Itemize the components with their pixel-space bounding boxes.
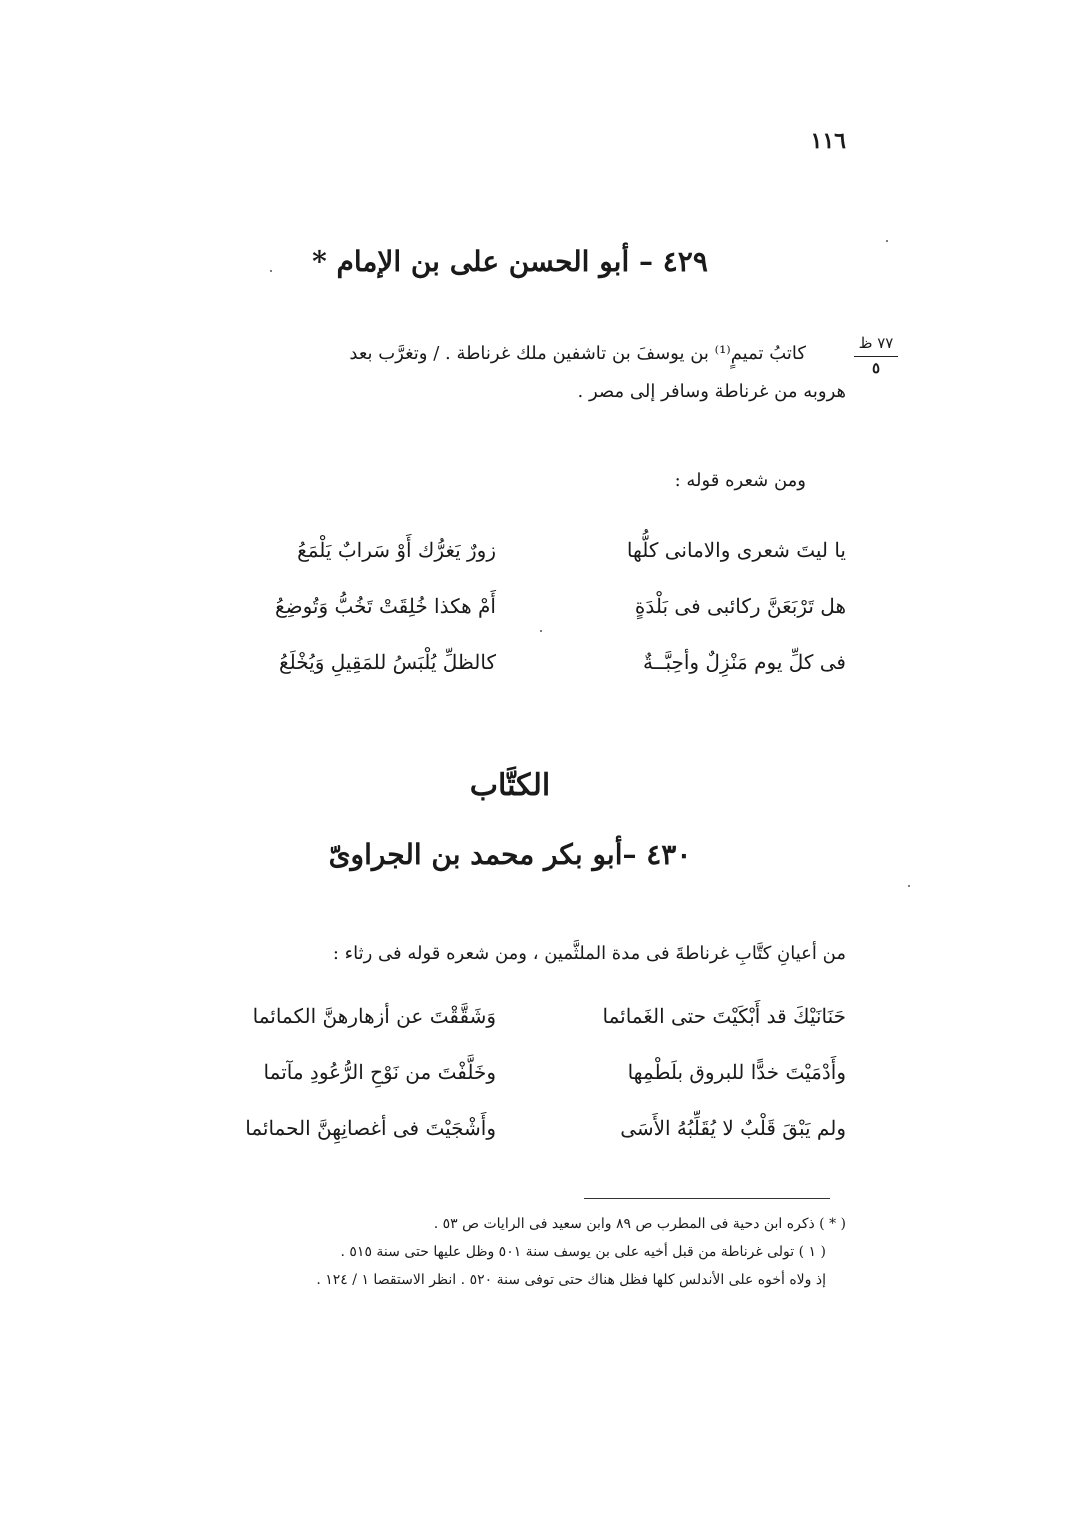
- footnote-divider: [584, 1198, 830, 1199]
- verse-line: [166, 522, 846, 578]
- scan-speck: [908, 885, 910, 887]
- entry-429-biography: [196, 335, 846, 411]
- verse-second-hemistich: وخَلَّفْتَ من نَوْحِ الرُّعُودِ مآتما: [263, 1060, 496, 1084]
- verse-line: [166, 988, 846, 1044]
- verse-first-hemistich: وأَدْمَيْتَ خدًّا للبروق بلَطْمِها: [627, 1060, 846, 1084]
- folio-reference: ٧٧ ظ: [854, 332, 898, 357]
- footnote-item: ( * ) ذكره ابن دحية فى المطرب ص ٨٩ وابن سعيد فى الرايات ص ٥٣ .: [433, 1216, 846, 1232]
- verse-second-hemistich: وأَشْجَيْتَ فى أغصانِهِنَّ الحمائما: [245, 1116, 496, 1140]
- biography-line-2: هروبه من غرناطة وسافر إلى مصر .: [577, 381, 846, 402]
- scan-speck: [270, 270, 272, 272]
- entry-429-title: ٤٢٩ – أبو الحسن على بن الإمام *: [312, 245, 708, 278]
- footnote-item: إذ ولاه أخوه على الأندلس كلها فظل هناك حتى توفى سنة ٥٢٠ . انظر الاستقصا ١ / ١٢٤ .: [316, 1272, 826, 1288]
- verse-first-hemistich: ولم يَبْقَ قَلْبٌ لا يُقَلِّبُهُ الأَسَى: [620, 1116, 846, 1140]
- margin-note: [854, 332, 898, 379]
- scan-speck: [540, 630, 542, 632]
- verse-second-hemistich: وَشَقَّقْتَ عن أزهارهنَّ الكمائما: [252, 1004, 496, 1028]
- entry-429-verse-intro: ومن شعره قوله :: [674, 470, 806, 491]
- page-number: ١١٦: [810, 128, 846, 154]
- verse-first-hemistich: يا ليتَ شعرى والامانى كلُّها: [626, 538, 846, 562]
- verse-second-hemistich: زورٌ يَغرُّك أَوْ سَرابٌ يَلْمَعُ: [297, 538, 496, 562]
- scan-speck: [886, 240, 888, 242]
- entry-430-biography: من أعيانِ كتَّابِ غرناطةَ فى مدة الملثَّمين ، ومن شعره قوله فى رثاء :: [332, 943, 846, 964]
- entry-430-title: ٤٣٠ –أبو بكر محمد بن الجراوىّ: [328, 838, 692, 871]
- verse-second-hemistich: أَمْ هكذا خُلِقَتْ تَخُبُّ وَتُوضِعُ: [274, 594, 496, 618]
- entry-429-poem: [166, 522, 846, 690]
- line-number: ٥: [871, 359, 881, 377]
- verse-line: [166, 634, 846, 690]
- biography-line-1: كاتبُ تميمٍ⁽¹⁾ بن يوسفَ بن تاشفين ملك غرناطة . / وتغرَّب بعد: [349, 343, 806, 364]
- verse-line: [166, 578, 846, 634]
- footnote-item: ( ١ ) تولى غرناطة من قبل أخيه على بن يوسف سنة ٥٠١ وظل عليها حتى سنة ٥١٥ .: [340, 1244, 826, 1260]
- footnotes: [166, 1210, 846, 1294]
- verse-line: [166, 1044, 846, 1100]
- verse-first-hemistich: حَنَانَيْكَ قد أَبْكَيْتَ حتى الغَمائما: [602, 1004, 846, 1028]
- verse-first-hemistich: هل تَرْبَعَنَّ ركائبى فى بَلْدَةٍ: [634, 594, 846, 618]
- section-heading: الكتَّاب: [469, 768, 551, 803]
- verse-first-hemistich: فى كلِّ يوم مَنْزِلٌ وأحِبَّــةٌ: [643, 650, 846, 674]
- verse-line: [166, 1100, 846, 1156]
- verse-second-hemistich: كالظلِّ يُلْبَسُ للمَقِيلِ وَيُخْلَعُ: [278, 650, 496, 674]
- entry-430-poem: [166, 988, 846, 1156]
